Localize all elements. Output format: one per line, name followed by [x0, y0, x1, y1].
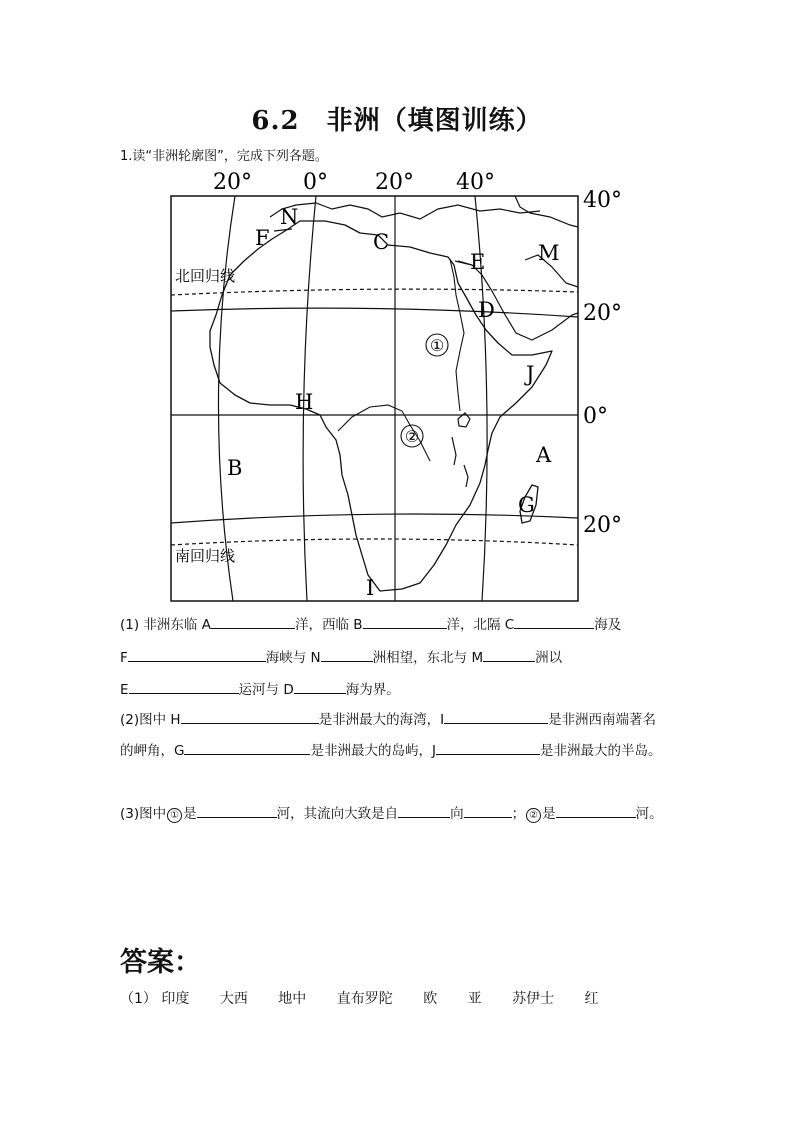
label-E: E: [470, 250, 486, 274]
label-I: I: [366, 576, 375, 600]
lake-tanganyika: [452, 437, 456, 465]
lat-label-0: 0°: [583, 404, 608, 429]
answer-item: 红: [584, 991, 599, 1007]
label-D: D: [478, 298, 495, 322]
q1-text-m: 洲相望，东北与 M: [372, 650, 484, 666]
lat-label-40n: 40°: [583, 188, 622, 213]
river-1-label: ①: [429, 336, 445, 355]
q2-text-end: 是非洲最大的半岛。: [539, 743, 662, 759]
q3-text-a: (3)图中: [120, 806, 167, 822]
nile-river: [450, 259, 464, 411]
answers-prefix: （1）: [120, 991, 157, 1007]
q1-text-d2: 运河与 D: [238, 682, 294, 698]
label-H: H: [295, 390, 314, 414]
page-title: 6.2 非洲（填图训练）: [251, 106, 543, 136]
answer-item: 地中: [278, 991, 307, 1007]
parallel-20s: [171, 514, 578, 523]
blank-q1-f[interactable]: [128, 649, 266, 662]
q1-text-with: 洲以: [535, 650, 563, 666]
river-2-label: ②: [404, 427, 420, 446]
q2-line-1: [120, 708, 656, 728]
blank-q2-j[interactable]: [436, 742, 540, 755]
q1-line-1: [120, 613, 621, 633]
lon-label-20w: 20°: [213, 170, 252, 195]
q1-text-f: F: [120, 650, 128, 666]
q2-line-2: [120, 739, 661, 759]
q3-line: [120, 802, 663, 823]
lon-label-20e: 20°: [375, 170, 414, 195]
blank-q3-river2[interactable]: [556, 805, 636, 818]
q3-river-2-marker: ②: [526, 808, 541, 823]
lat-label-20s: 20°: [583, 513, 622, 538]
tropic-of-cancer-label: 北回归线: [175, 267, 236, 285]
blank-q3-from[interactable]: [398, 805, 450, 818]
blank-q1-e[interactable]: [129, 681, 239, 694]
q2-text-g: 的岬角，G: [120, 743, 185, 759]
answer-item: 印度: [161, 991, 190, 1007]
blank-q2-h[interactable]: [181, 711, 319, 724]
tropic-of-capricorn-label: 南回归线: [175, 547, 236, 565]
lake-malawi: [464, 465, 468, 487]
answer-item: 欧: [423, 991, 438, 1007]
answers-line: [120, 988, 625, 1008]
q3-text-g: 河。: [635, 806, 663, 822]
label-N: N: [280, 205, 299, 229]
q2-text-h: (2)图中 H: [120, 712, 181, 728]
asia-coast-upper: [515, 196, 578, 227]
label-B: B: [227, 456, 243, 480]
q2-text-cape: 是非洲西南端著名: [548, 712, 657, 728]
answer-item: 大西: [219, 991, 248, 1007]
q1-text-a: (1) 非洲东临 A: [120, 617, 211, 633]
label-C: C: [373, 230, 390, 254]
blank-q1-m[interactable]: [483, 649, 535, 662]
blank-q1-c[interactable]: [514, 616, 594, 629]
tropic-of-capricorn: [171, 539, 578, 545]
label-J: J: [526, 362, 535, 386]
q1-text-d: 海及: [594, 617, 622, 633]
answers-heading: 答案：: [120, 947, 201, 978]
q3-text-f: 是: [542, 806, 556, 822]
blank-q3-river1[interactable]: [197, 805, 277, 818]
label-M: M: [538, 241, 560, 265]
q2-text-j: 是非洲最大的岛屿，J: [310, 743, 436, 759]
europe-coastline: [270, 203, 540, 219]
lat-label-20n: 20°: [583, 301, 622, 326]
q1-text-e: E: [120, 682, 129, 698]
q3-text-e: ；: [511, 806, 526, 822]
q1-text-n: 海峡与 N: [265, 650, 321, 666]
tropic-of-cancer: [171, 289, 578, 295]
blank-q1-n[interactable]: [321, 649, 373, 662]
blank-q2-g[interactable]: [184, 742, 310, 755]
q1-text-end: 海为界。: [345, 682, 400, 698]
label-F: F: [255, 226, 270, 250]
blank-q1-a[interactable]: [211, 616, 295, 629]
q3-text-c: 河，其流向大致是自: [276, 806, 399, 822]
q1-text-b: 洋，西临 B: [294, 617, 363, 633]
question-intro: 1.读“非洲轮廓图”，完成下列各题。: [120, 149, 328, 164]
meridian-20w: [218, 196, 235, 601]
blank-q1-b[interactable]: [363, 616, 447, 629]
lon-label-0: 0°: [303, 170, 328, 195]
lon-label-40e: 40°: [456, 170, 495, 195]
map-frame: [171, 196, 578, 601]
blank-q3-to[interactable]: [464, 805, 512, 818]
blank-q2-i[interactable]: [444, 711, 548, 724]
q1-text-c: 洋，北隔 C: [446, 617, 515, 633]
africa-outline-map: [120, 165, 622, 605]
q2-text-i: 是非洲最大的海湾，I: [318, 712, 445, 728]
answer-item: 亚: [467, 991, 482, 1007]
q1-line-3: [120, 678, 400, 698]
label-A: A: [536, 443, 552, 467]
blank-q1-d[interactable]: [294, 681, 346, 694]
answer-item: 直布罗陀: [336, 991, 393, 1007]
q1-line-2: [120, 646, 562, 666]
answer-item: 苏伊士: [512, 991, 555, 1007]
gibraltar-arrow: [274, 229, 292, 231]
q3-text-b: 是: [183, 806, 197, 822]
q3-river-1-marker: ①: [167, 808, 182, 823]
q3-text-d: 向: [450, 806, 464, 822]
parallel-20n: [171, 308, 578, 317]
label-G: G: [518, 493, 535, 517]
